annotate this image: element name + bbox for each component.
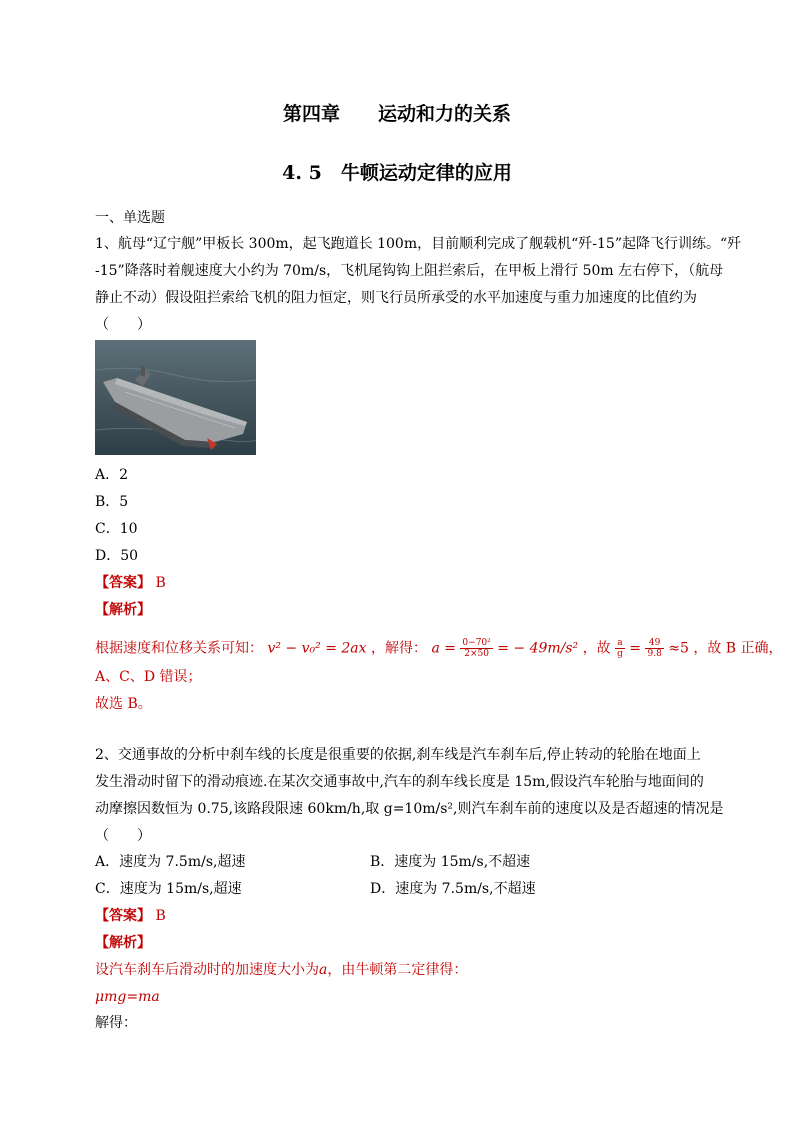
answer-label: 【答案】 [95,908,151,924]
q1-option-a: A．2 [95,467,129,483]
q2-solution-line-3: 解得： [95,1015,137,1031]
q1-solution-line-1 [95,638,783,659]
q1-line-2: -15”降落时着舰速度大小约为 70m/s，飞机尾钩钩上阻拦索后，在甲板上滑行 50m 左右停下，（航母 [95,263,724,279]
analysis-label: 【解析】 [95,602,151,618]
value-denominator: 9.8 [647,649,662,659]
q1-analysis-label [95,601,707,620]
solution-prefix: 设汽车刹车后滑动时的加速度大小为 [95,962,319,978]
q2-line-4: （ ） [95,828,151,844]
solution-var: a [319,962,328,978]
q2-line-2: 发生滑动时留下的滑动痕迹.在某次交通事故中,汽车的刹车线长度是 15m,假设汽车轮胎与地面间的 [95,774,704,790]
solution-equals: = [629,640,642,657]
q1-option-d: D．50 [95,548,139,564]
q2-line-3: 动摩擦因数恒为 0.75,该路段限速 60km/h,取 g=10m/s²,则汽车刹车前的速度以及是否超速的情况是 [95,801,724,817]
chapter-title: 第四章 运动和力的关系 [282,103,511,125]
q1-line-3: 静止不动）假设阻拦索给飞机的阻力恒定，则飞行员所承受的水平加速度与重力加速度的比值约为 [95,290,697,306]
section-label: 一、单选题 [95,210,165,226]
section-title: 4. 5 牛顿运动定律的应用 [282,162,512,184]
q1-line-1: 1、航母“辽宁舰”甲板长 300m，起飞跑道长 100m，目前顺利完成了舰载机“歼-15”起降飞行训练。“歼 [95,236,742,252]
solution-mid: ，解得： [370,640,427,657]
solution-a: a = [431,640,456,657]
q2-option-b: B．速度为 15m/s,不超速 [370,854,531,870]
q1-option-b: B．5 [95,494,129,510]
value-fraction [645,638,663,659]
solution-fraction [460,638,492,659]
solution-prefix: 根据速度和位移关系可知： [95,640,263,657]
q2-option-d: D．速度为 7.5m/s,不超速 [370,881,536,897]
solution-end: ，故 B 正确， [693,640,783,657]
q2-answer [95,907,707,926]
q2-solution-line-1 [95,961,707,980]
ratio-numerator: a [615,638,625,649]
solution-suffix: ，由牛顿第二定律得： [327,962,468,978]
aircraft-carrier-icon [95,340,256,455]
ratio-denominator: g [617,649,623,659]
analysis-label: 【解析】 [95,935,151,951]
q2-analysis-label [95,934,707,953]
solution-result: = − 49m/s² [497,640,579,657]
q1-line-4: （ ） [95,317,151,333]
q1-answer [95,574,707,593]
answer-value: B [155,908,166,924]
ratio-fraction [615,638,625,659]
solution-approx: ≈5 [668,640,689,657]
solution-equation: v² − v₀² = 2ax [267,640,367,657]
q2-option-c: C．速度为 15m/s,超速 [95,881,242,897]
q2-line-1: 2、交通事故的分析中刹车线的长度是很重要的依据,刹车线是汽车刹车后,停止转动的轮胎在地面上 [95,747,701,763]
q1-solution-line-2: A、C、D 错误； [95,669,202,685]
answer-value: B [155,575,166,591]
fraction-numerator: 0−70² [462,638,491,648]
q1-solution-line-3: 故选 B。 [95,696,152,712]
fraction-denominator: 2×50 [464,649,489,659]
value-numerator: 49 [645,638,663,649]
q1-option-c: C．10 [95,521,138,537]
answer-label: 【答案】 [95,575,151,591]
q2-solution-line-2: μmg=ma [95,989,160,1005]
aircraft-carrier-photo [95,340,256,455]
solution-mid-2: ，故 [582,640,611,657]
q2-option-a: A．速度为 7.5m/s,超速 [95,854,246,870]
